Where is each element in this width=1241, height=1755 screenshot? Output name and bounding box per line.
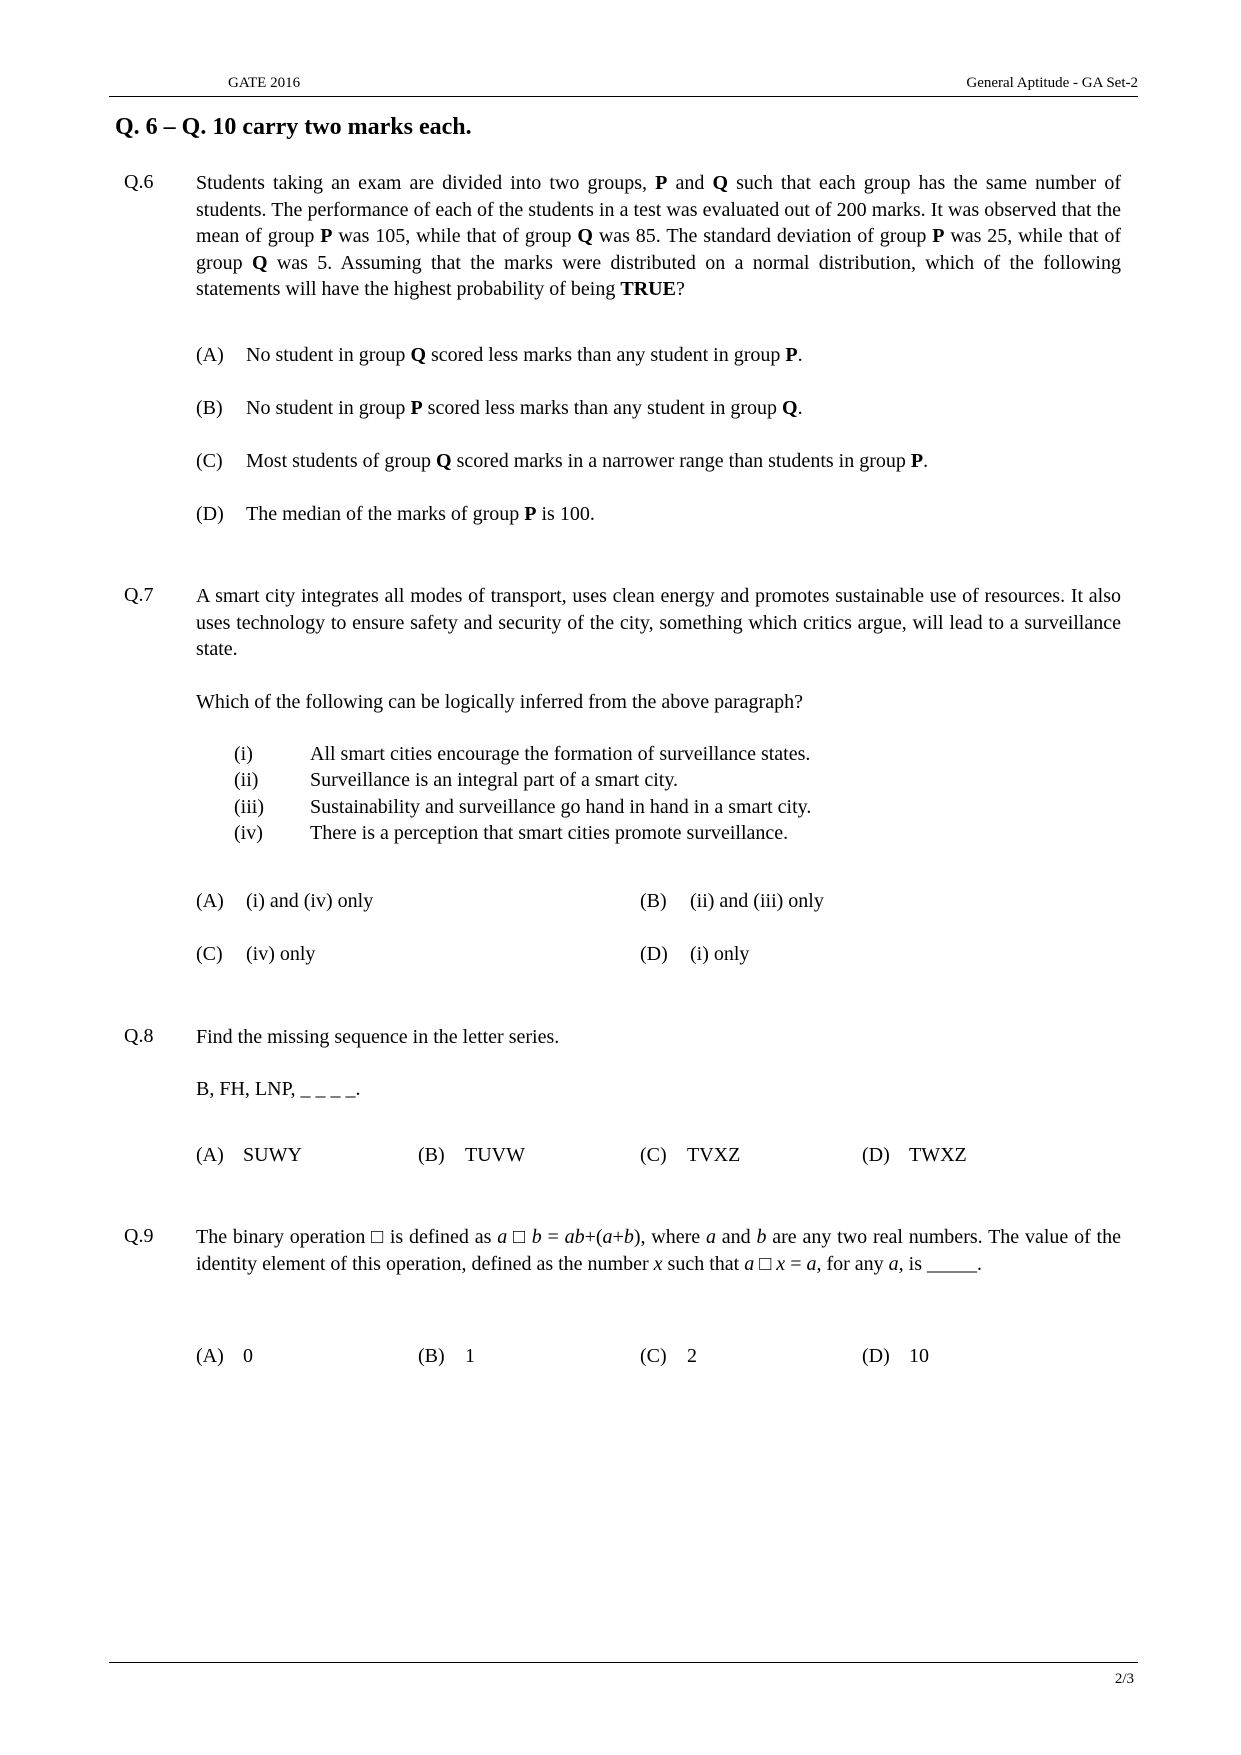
question-8-option-b[interactable]: (B) TUVW [418, 1144, 525, 1166]
statement-number: (iii) [234, 796, 264, 818]
footer-rule [109, 1662, 1138, 1663]
question-6-option-b[interactable]: (B) No student in group P scored less marks than any student in group Q. [196, 397, 803, 419]
question-6-option-c[interactable]: (C) Most students of group Q scored marks in a narrower range than students in group P. [196, 450, 929, 472]
question-7-option-a[interactable]: (A) (i) and (iv) only [196, 890, 374, 912]
question-9-text: The binary operation □ is defined as a □ b = ab+(a+b), where a and b are any two real numbers. The value of the identity element of this operation, defined as the number x such that a □ x = a, for any a, is _____. [196, 1226, 1121, 1275]
question-7-option-b[interactable]: (B) (ii) and (iii) only [640, 890, 824, 912]
statement-number: (ii) [234, 769, 259, 791]
question-8-option-c[interactable]: (C) TVXZ [640, 1144, 741, 1166]
question-number-6: Q.6 [124, 171, 154, 193]
header-exam-name: GATE 2016 [228, 75, 301, 91]
question-number-9: Q.9 [124, 1225, 154, 1247]
question-9-option-d[interactable]: (D) 10 [862, 1345, 929, 1367]
question-8-option-a[interactable]: (A) SUWY [196, 1144, 302, 1166]
question-6-text: Students taking an exam are divided into two groups, P and Q such that each group has the same number of students. The performance of each of the students in a test was evaluated out of 200 marks. It was observed that the mean of group P was 105, while that of group Q was 85. The standard deviation of group P was 25, while that of group Q was 5. Assuming that the marks were distributed on a normal distribution, which of the following statements will have the highest probability of being TRUE? [196, 172, 1121, 300]
header-paper-name: General Aptitude - GA Set-2 [966, 75, 1138, 91]
question-7-text: A smart city integrates all modes of transport, uses clean energy and promotes sustainable use of resources. It also uses technology to ensure safety and security of the city, something which critics argue, will lead to a surveillance state. [196, 585, 1121, 660]
question-9-option-b[interactable]: (B) 1 [418, 1345, 475, 1367]
page-number: 2/3 [1114, 1671, 1134, 1687]
question-number-7: Q.7 [124, 584, 154, 606]
question-9-option-a[interactable]: (A) 0 [196, 1345, 253, 1367]
question-7-prompt: Which of the following can be logically inferred from the above paragraph? [196, 691, 803, 713]
statement-text: There is a perception that smart cities promote surveillance. [310, 822, 789, 844]
question-number-8: Q.8 [124, 1025, 154, 1047]
letter-series: B, FH, LNP, _ _ _ _. [196, 1078, 361, 1100]
statement-text: Surveillance is an integral part of a smart city. [310, 769, 679, 791]
statement-text: Sustainability and surveillance go hand in hand in a smart city. [310, 796, 812, 818]
question-7-option-c[interactable]: (C) (iv) only [196, 943, 316, 965]
statement-number: (i) [234, 743, 253, 765]
header-rule [109, 96, 1138, 97]
section-title: Q. 6 – Q. 10 carry two marks each. [115, 114, 472, 140]
question-8-option-d[interactable]: (D) TWXZ [862, 1144, 967, 1166]
question-6-option-a[interactable]: (A) No student in group Q scored less marks than any student in group P. [196, 344, 803, 366]
question-7-option-d[interactable]: (D) (i) only [640, 943, 750, 965]
statement-number: (iv) [234, 822, 263, 844]
question-8-text: Find the missing sequence in the letter series. [196, 1026, 560, 1048]
question-6-option-d[interactable]: (D) The median of the marks of group P is 100. [196, 503, 595, 525]
statement-text: All smart cities encourage the formation of surveillance states. [310, 743, 811, 765]
question-9-option-c[interactable]: (C) 2 [640, 1345, 697, 1367]
